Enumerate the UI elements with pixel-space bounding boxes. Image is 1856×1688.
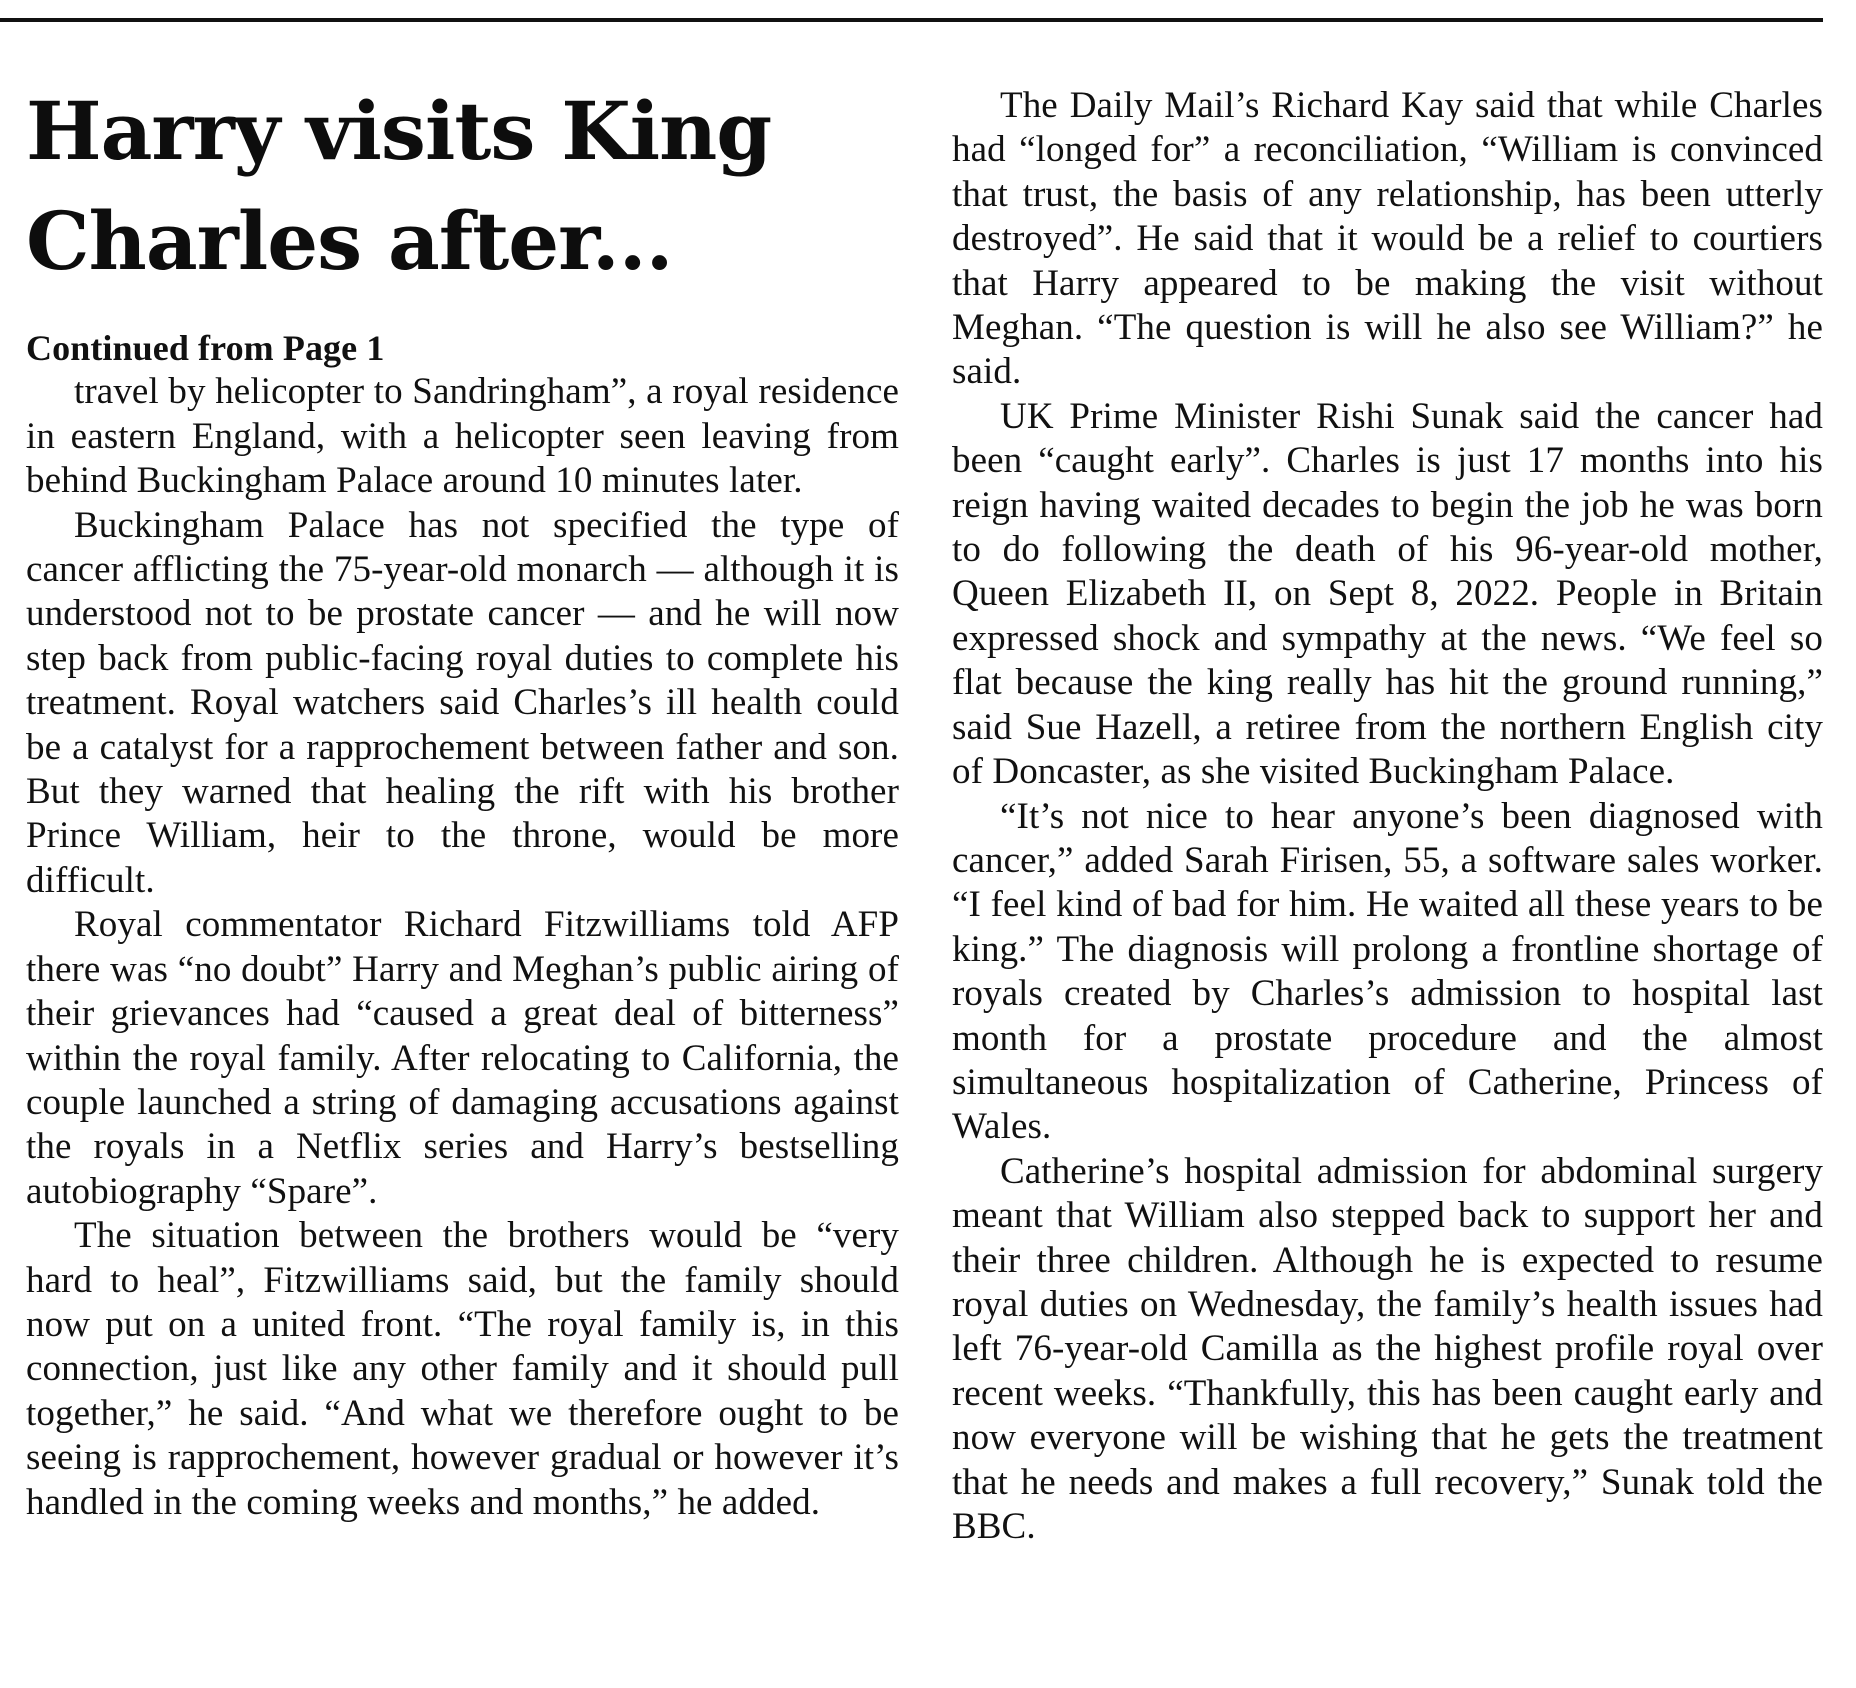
- top-rule: [0, 18, 1823, 22]
- paragraph: Catherine’s hospital admission for abdominal surgery meant that William also stepped back to support her and their three children. Although he is expected to resume royal duties on Wednesday, the family’s health issues had left 76-year-old Camilla as the highest profile royal over recent weeks. “Thankfully, this has been caught early and now everyone will be wishing that he gets the treatment that he needs and makes a full recovery,” Sunak told the BBC.: [952, 1150, 1823, 1547]
- paragraph: travel by helicopter to Sandringham”, a royal residence in eastern England, with a helicopter seen leaving from behind Buckingham Palace around 10 minutes later.: [26, 371, 899, 502]
- paragraph: “It’s not nice to hear anyone’s been diagnosed with cancer,” added Sarah Firisen, 55, a software sales worker. “I feel kind of bad for him. He waited all these years to be king.” The diagnosis will prolong a frontline shortage of royals created by Charles’s admission to hospital last month for a prostate procedure and the almost simultaneous hospitalization of Catherine, Princess of Wales.: [952, 795, 1823, 1148]
- article-column-right: [952, 84, 1823, 1549]
- paragraph: UK Prime Minister Rishi Sunak said the cancer had been “caught early”. Charles is just 17 months into his reign having waited decades to begin the job he was born to do following the death of his 96-year-old mother, Queen Elizabeth II, on Sept 8, 2022. People in Britain expressed shock and sympathy at the news. “We feel so flat because the king really has hit the ground running,” said Sue Hazell, a retiree from the northern English city of Doncaster, as she visited Buckingham Palace.: [952, 395, 1823, 793]
- paragraph: Royal commentator Richard Fitzwilliams told AFP there was “no doubt” Harry and Meghan’s public airing of their grievances had “caused a great deal of bitterness” within the royal family. After relocating to California, the couple launched a string of damaging accusations against the royals in a Netflix series and Harry’s bestselling autobiography “Spare”.: [26, 904, 899, 1212]
- headline: Harry visits King Charles after...: [26, 84, 772, 288]
- paragraph: The situation between the brothers would be “very hard to heal”, Fitzwilliams said, but the family should now put on a united front. “The royal family is, in this connection, just like any other family and it should pull together,” he said. “And what we therefore ought to be seeing is rapprochement, however gradual or however it’s handled in the coming weeks and months,” he added.: [26, 1215, 899, 1523]
- article-column-left: [26, 76, 899, 1525]
- paragraph: Buckingham Palace has not specified the type of cancer afflicting the 75-year-old monarch — although it is understood not to be prostate cancer — and he will now step back from public-facing royal duties to complete his treatment. Royal watchers said Charles’s ill health could be a catalyst for a rapprochement between father and son. But they warned that healing the rift with his brother Prince William, heir to the throne, would be more difficult.: [26, 504, 899, 901]
- continued-from-label: Continued from Page 1: [26, 328, 385, 368]
- paragraph: The Daily Mail’s Richard Kay said that while Charles had “longed for” a reconciliation, “William is convinced that trust, the basis of any relationship, has been utterly destroyed”. He said that it would be a relief to courtiers that Harry appeared to be making the visit without Meghan. “The question is will he also see William?” he said.: [952, 85, 1823, 393]
